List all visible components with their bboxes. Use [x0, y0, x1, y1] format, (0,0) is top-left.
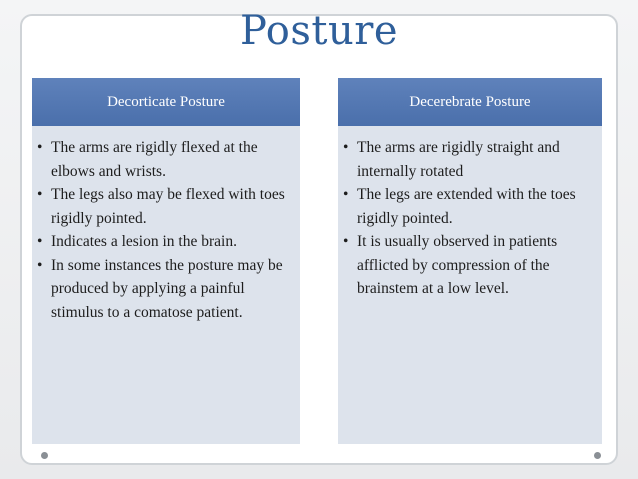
bullet-item: [36, 136, 294, 183]
left-corner-dot: [41, 452, 48, 459]
bullet-text: In some instances the posture may be produced by applying a painful stimulus to a comatose patient.: [51, 256, 283, 321]
bullet-dot: •: [343, 233, 349, 250]
bullet-dot: •: [37, 139, 43, 156]
bullet-text: The legs are extended with the toes rigidly pointed.: [357, 186, 576, 227]
column-decorticate: [32, 78, 300, 444]
column-header-decorticate: Decorticate Posture: [32, 78, 300, 126]
bullet-dot: •: [343, 139, 349, 156]
column-decerebrate: [338, 78, 602, 444]
bullet-dot: •: [37, 186, 43, 203]
bullet-text: It is usually observed in patients afflicted by compression of the brainstem at a low level.: [357, 233, 558, 297]
bullet-item: [342, 230, 596, 301]
bullet-dot: •: [343, 186, 349, 203]
bullet-item: [342, 136, 596, 183]
column-body-decerebrate: [338, 126, 602, 444]
bullet-list-decerebrate: [342, 136, 596, 301]
column-header-decerebrate: Decerebrate Posture: [338, 78, 602, 126]
column-body-decorticate: [32, 126, 300, 444]
bullet-dot: •: [37, 233, 43, 250]
bullet-item: [36, 183, 294, 230]
bullet-text: Indicates a lesion in the brain.: [51, 233, 237, 250]
bullet-text: The arms are rigidly flexed at the elbows and wrists.: [51, 139, 258, 180]
bullet-text: The legs also may be flexed with toes rigidly pointed.: [51, 186, 285, 227]
bullet-item: [36, 254, 294, 325]
right-corner-dot: [594, 452, 601, 459]
bullet-text: The arms are rigidly straight and internally rotated: [357, 139, 560, 180]
bullet-item: [36, 230, 294, 254]
bullet-dot: •: [37, 256, 43, 274]
bullet-list-decorticate: [36, 136, 294, 324]
slide-title: Posture: [239, 8, 399, 54]
bullet-item: [342, 183, 596, 230]
